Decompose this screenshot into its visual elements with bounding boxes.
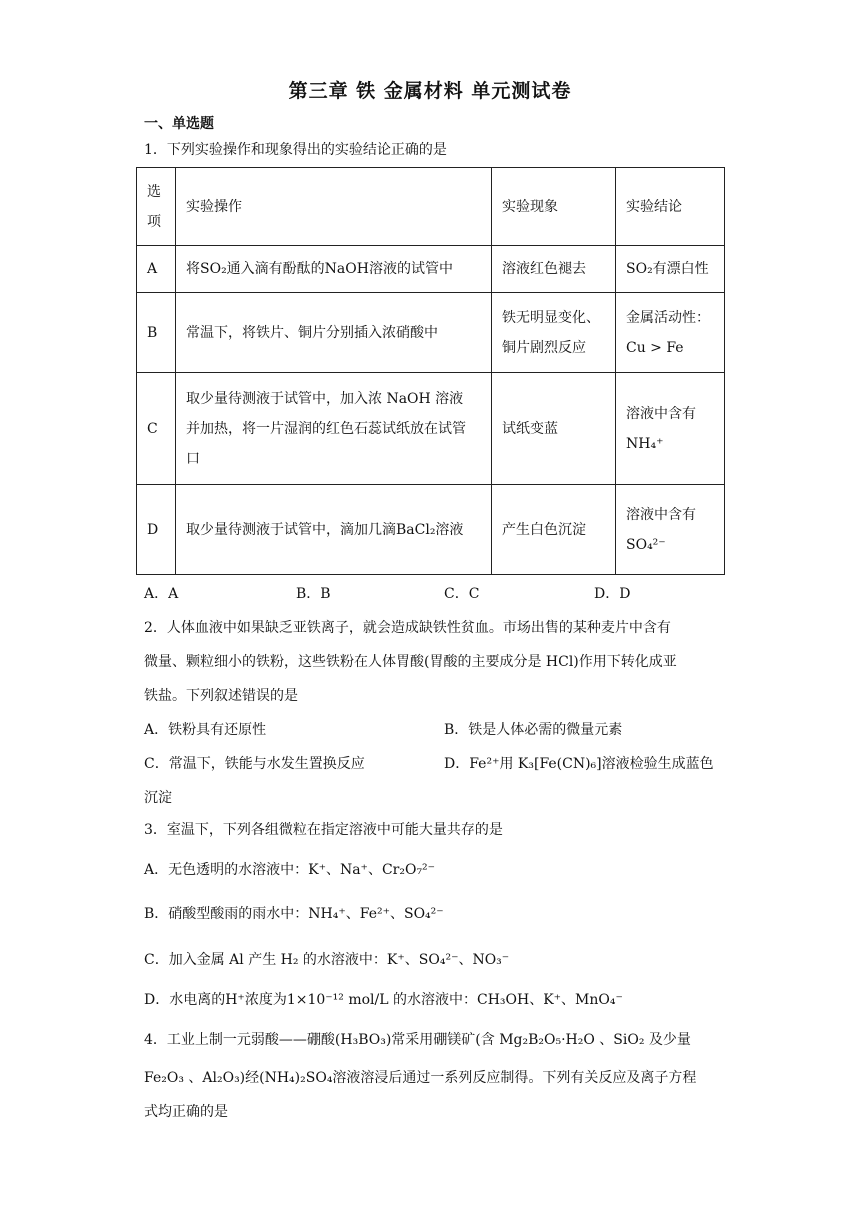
q2-option-c: C．常温下，铁能与水发生置换反应 [144,756,365,772]
row-phenomenon: 试纸变蓝 [492,373,616,485]
q1-option-c: C．C [444,586,480,602]
row-option: A [137,246,176,293]
row-operation [176,373,492,485]
header-option-line-2: 项 [147,213,161,230]
conclusion-line: NH₄⁺ [626,435,664,452]
row-option: B [137,293,176,373]
row-operation: 取少量待测液于试管中，滴加几滴BaCl₂溶液 [176,485,492,575]
row-phenomenon: 产生白色沉淀 [492,485,616,575]
conclusion-line: SO₄²⁻ [626,536,666,553]
question-3-stem: 3．室温下，下列各组微粒在指定溶液中可能大量共存的是 [144,822,503,838]
section-heading: 一、单选题 [144,116,214,132]
question-2-stem-line: 铁盐。下列叙述错误的是 [144,688,298,704]
row-phenomenon: 溶液红色褪去 [492,246,616,293]
q2-option-a: A．铁粉具有还原性 [144,722,267,738]
q3-option-b: B．硝酸型酸雨的雨水中：NH₄⁺、Fe²⁺、SO₄²⁻ [144,906,444,922]
conclusion-line: Cu > Fe [626,339,684,356]
q3-option-d: D．水电离的H⁺浓度为1×10⁻¹² mol/L 的水溶液中：CH₃OH、K⁺、MnO₄⁻ [144,992,623,1008]
row-phenomenon [492,293,616,373]
question-4-stem-line: Fe₂O₃ 、Al₂O₃)经(NH₄)₂SO₄溶液溶浸后通过一系列反应制得。下列有关反应及离子方程 [144,1070,697,1086]
table-row [137,246,725,293]
table-row [137,373,725,485]
phenomenon-line: 铁无明显变化、 [502,309,600,326]
header-operation: 实验操作 [176,168,492,246]
question-2-stem-line: 2．人体血液中如果缺乏亚铁离子，就会造成缺铁性贫血。市场出售的某种麦片中含有 [144,620,671,636]
row-option: D [137,485,176,575]
conclusion-line: 金属活动性： [626,309,710,326]
row-option: C [137,373,176,485]
question-1-stem: 1．下列实验操作和现象得出的实验结论正确的是 [144,142,447,158]
conclusion-line: 溶液中含有 [626,506,696,523]
table-row [137,293,725,373]
q1-option-a: A．A [144,586,179,602]
q3-option-c: C．加入金属 Al 产生 H₂ 的水溶液中：K⁺、SO₄²⁻、NO₃⁻ [144,952,510,968]
q1-option-b: B．B [296,586,331,602]
row-operation: 将SO₂通入滴有酚酞的NaOH溶液的试管中 [176,246,492,293]
question-1-table [136,167,725,575]
header-option [137,168,176,246]
row-conclusion: SO₂有漂白性 [616,246,725,293]
q3-option-a: A．无色透明的水溶液中：K⁺、Na⁺、Cr₂O₇²⁻ [144,862,436,878]
operation-line: 并加热，将一片湿润的红色石蕊试纸放在试管 [186,420,466,437]
header-phenomenon: 实验现象 [492,168,616,246]
question-4-stem-line: 4．工业上制一元弱酸——硼酸(H₃BO₃)常采用硼镁矿(含 Mg₂B₂O₅·H₂O 、SiO₂ 及少量 [144,1032,691,1048]
row-operation: 常温下，将铁片、铜片分别插入浓硝酸中 [176,293,492,373]
operation-line: 取少量待测液于试管中，加入浓 NaOH 溶液 [186,390,464,407]
row-conclusion [616,485,725,575]
table-row [137,485,725,575]
header-option-line-1: 选 [147,183,161,200]
question-4-stem-line: 式均正确的是 [144,1104,228,1120]
conclusion-line: 溶液中含有 [626,405,696,422]
table-header-row [137,168,725,246]
header-conclusion: 实验结论 [616,168,725,246]
row-conclusion [616,373,725,485]
q1-option-d: D．D [594,586,631,602]
question-2-stem-line: 微量、颗粒细小的铁粉，这些铁粉在人体胃酸(胃酸的主要成分是 HCl)作用下转化成亚 [144,654,677,670]
q2-option-d: D．Fe²⁺用 K₃[Fe(CN)₆]溶液检验生成蓝色 [444,756,714,772]
operation-line: 口 [186,450,200,467]
row-conclusion [616,293,725,373]
q2-option-d-continued: 沉淀 [144,790,172,806]
q2-option-b: B．铁是人体必需的微量元素 [444,722,623,738]
page-title: 第三章 铁 金属材料 单元测试卷 [288,80,572,102]
phenomenon-line: 铜片剧烈反应 [502,339,586,356]
